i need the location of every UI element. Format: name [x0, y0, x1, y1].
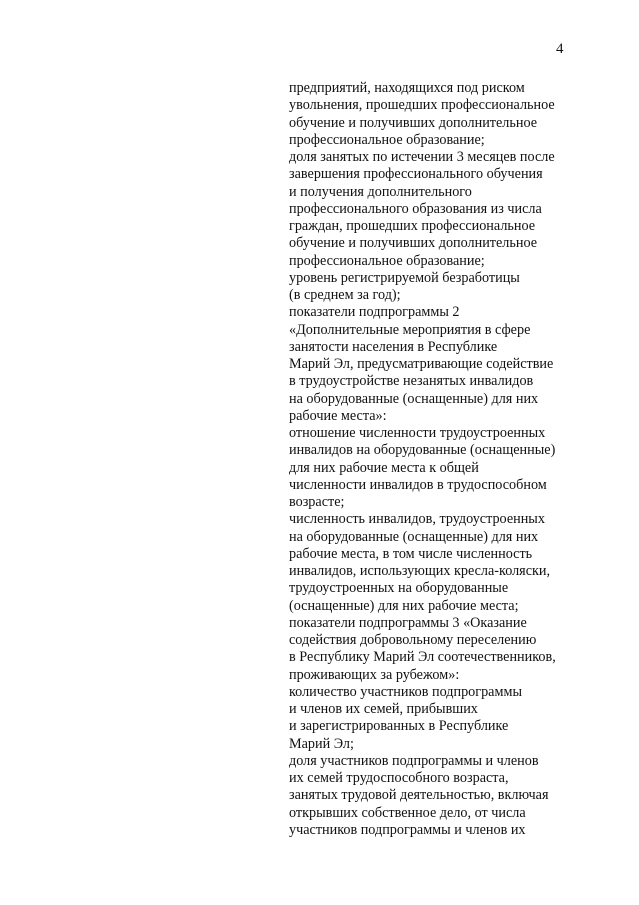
text-line: завершения профессионального обучения — [289, 166, 543, 183]
text-line: и получения дополнительного — [289, 183, 472, 200]
text-line: обучение и получивших дополнительное — [289, 114, 538, 131]
page-number: 4 — [556, 41, 564, 57]
text-line: возрасте; — [289, 494, 345, 510]
document-body — [289, 80, 573, 839]
text-line: отношение численности трудоустроенных — [289, 425, 546, 441]
text-line: инвалидов, использующих кресла-коляски, — [289, 563, 551, 579]
text-line: увольнения, прошедших профессиональное — [289, 97, 555, 114]
text-line: и зарегистрированных в Республике — [289, 718, 509, 735]
text-line: участников подпрограммы и членов их — [289, 821, 526, 838]
text-line: Марий Эл; — [289, 735, 354, 752]
text-line: доля участников подпрограммы и членов — [289, 752, 539, 769]
text-line: предприятий, находящихся под риском — [289, 80, 525, 96]
text-line: численность инвалидов, трудоустроенных — [289, 511, 545, 528]
text-line: трудоустроенных на оборудованные — [289, 580, 509, 597]
text-line: и членов их семей, прибывших — [289, 701, 478, 717]
text-line: профессионального образования из числа — [289, 200, 542, 217]
text-line: в Республику Марий Эл соотечественников, — [289, 649, 556, 666]
text-line: уровень регистрируемой безработицы — [289, 269, 520, 286]
text-line: на оборудованные (оснащенные) для них — [289, 390, 539, 407]
text-line: проживающих за рубежом»: — [289, 666, 460, 683]
text-line: для них рабочие места к общей — [289, 459, 479, 476]
text-line: открывших собственное дело, от числа — [289, 804, 526, 821]
text-line: количество участников подпрограммы — [289, 683, 522, 700]
text-line: содействия добровольному переселению — [289, 632, 537, 648]
text-line: занятости населения в Республике — [289, 338, 498, 355]
text-line: на оборудованные (оснащенные) для них — [289, 528, 539, 545]
text-line: обучение и получивших дополнительное — [289, 235, 538, 252]
text-line: инвалидов на оборудованные (оснащенные) — [289, 442, 556, 459]
text-line: (оснащенные) для них рабочие места; — [289, 597, 519, 614]
text-line: в трудоустройстве незанятых инвалидов — [289, 373, 534, 390]
text-line: показатели подпрограммы 2 — [289, 304, 460, 321]
text-line: их семей трудоспособного возраста, — [289, 770, 509, 786]
text-line: доля занятых по истечении 3 месяцев после — [289, 149, 555, 165]
text-line: рабочие места, в том числе численность — [289, 545, 533, 562]
text-line: занятых трудовой деятельностью, включая — [289, 787, 549, 804]
text-line: граждан, прошедших профессиональное — [289, 218, 536, 234]
text-line: (в среднем за год); — [289, 287, 401, 303]
text-line: профессиональное образование; — [289, 131, 485, 148]
text-line: профессиональное образование; — [289, 252, 485, 269]
text-line: показатели подпрограммы 3 «Оказание — [289, 614, 527, 631]
text-line: «Дополнительные мероприятия в сфере — [289, 321, 531, 338]
text-line: Марий Эл, предусматривающие содействие — [289, 356, 554, 372]
text-line: численности инвалидов в трудоспособном — [289, 476, 547, 493]
text-line: рабочие места»: — [289, 407, 387, 424]
